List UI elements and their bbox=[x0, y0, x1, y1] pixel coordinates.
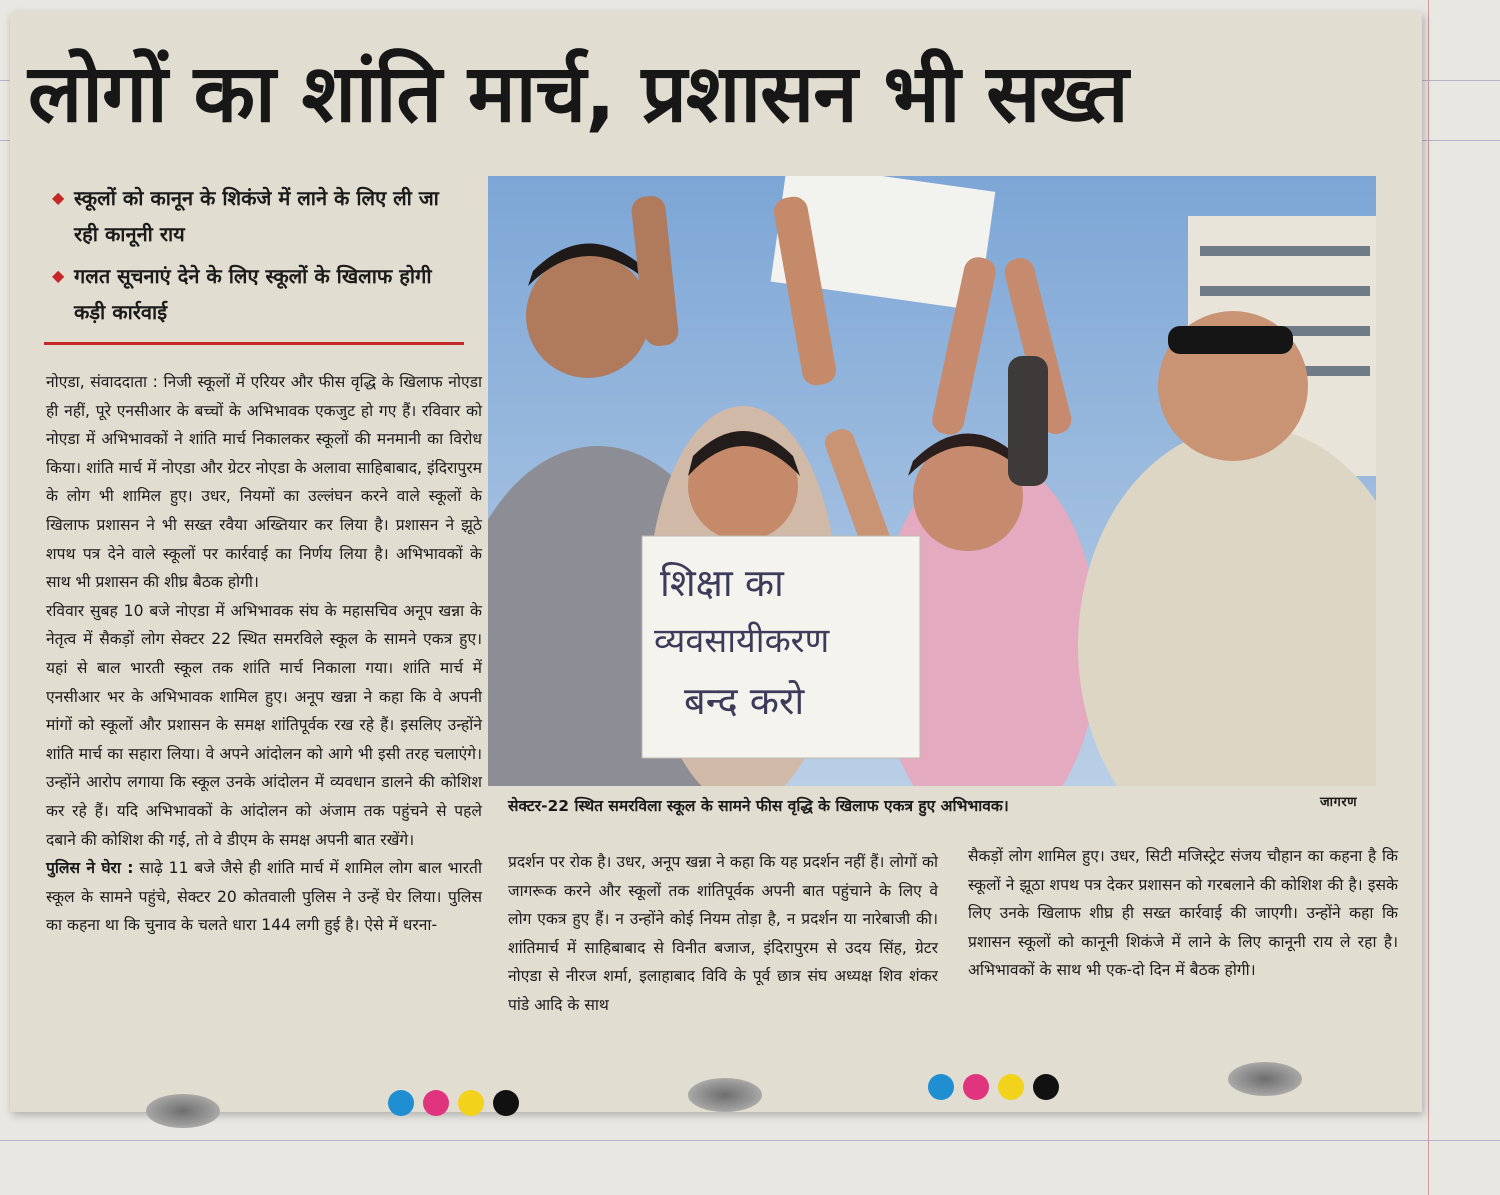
article-column-1 bbox=[46, 368, 482, 940]
registration-dots bbox=[388, 1090, 519, 1116]
highlight-bullets bbox=[48, 180, 458, 336]
paragraph: प्रदर्शन पर रोक है। उधर, अनूप खन्ना ने कहा कि यह प्रदर्शन नहीं हैं। लोगों को जागरूक करने और स्कूलों तक शांतिपूर्वक अपनी बात पहुंचाने के लिए वे लोग एकत्र हुए हैं। न उन्होंने कोई नियम तोड़ा है, न प्रदर्शन या नारेबाजी की। शांतिमार्च में साहिबाबाद से विनीत बजाज, इंदिरापुरम से उदय सिंह, ग्रेटर नोएडा से नीरज शर्मा, इलाहाबाद विवि के पूर्व छात्र संघ अध्यक्ष शिव शंकर पांडे आदि के साथ bbox=[508, 853, 938, 1014]
bullet-text: गलत सूचनाएं देने के लिए स्कूलों के खिलाफ होगी कड़ी कार्रवाई bbox=[74, 264, 432, 324]
photo-caption: सेक्टर-22 स्थित समरविला स्कूल के सामने फीस वृद्धि के खिलाफ एकत्र हुए अभिभावक। bbox=[508, 797, 1009, 815]
sunglasses bbox=[1168, 326, 1293, 354]
paragraph bbox=[46, 854, 482, 940]
diamond-bullet-icon: ◆ bbox=[52, 266, 65, 285]
article-column-3 bbox=[968, 842, 1398, 985]
paragraph: नोएडा, संवाददाता : निजी स्कूलों में एरियर और फीस वृद्धि के खिलाफ नोएडा ही नहीं, पूरे एनसीआर के बच्चों के अभिभावक एकजुट हो गए हैं। रविवार को नोएडा में अभिभावकों ने शांति मार्च निकालकर स्कूलों की मनमानी का विरोध किया। शांति मार्च में नोएडा और ग्रेटर नोएडा के अलावा साहिबाबाद, इंदिरापुरम के लोग भी शामिल हुए। उधर, नियमों का उल्लंघन करने वाले स्कूलों के खिलाफ प्रशासन ने भी सख्त रवैया अख्तियार कर लिया है। प्रशासन ने झूठे शपथ पत्र देने वाले स्कूलों पर कार्रवाई का निर्णय लिया है। अभिभावकों के साथ भी प्रशासन की शीघ्र बैठक होगी। bbox=[46, 373, 482, 592]
cyan-dot bbox=[388, 1090, 414, 1116]
ruled-line bbox=[0, 1140, 1500, 1141]
cyan-dot bbox=[928, 1074, 954, 1100]
placard-line: शिक्षा का bbox=[660, 561, 784, 605]
paragraph: सैकड़ों लोग शामिल हुए। उधर, सिटी मजिस्ट्रेट संजय चौहान का कहना है कि स्कूलों ने झूठा शपथ पत्र देकर प्रशासन को गरबलाने की कोशिश की है। इसके लिए उनके खिलाफ शीघ्र ही सख्त कार्रवाई की जाएगी। उन्होंने कहा कि प्रशासन स्कूलों को कानूनी शिकंजे में लाने के लिए कानूनी राय ले रहा है। अभिभावकों के साथ भी एक-दो दिन में बैठक होगी। bbox=[968, 847, 1398, 980]
black-dot bbox=[1033, 1074, 1059, 1100]
yellow-dot bbox=[458, 1090, 484, 1116]
subhead: पुलिस ने घेरा : bbox=[46, 859, 134, 878]
print-mark-oval bbox=[1228, 1062, 1302, 1096]
protest-photo-illustration bbox=[488, 176, 1376, 786]
bullet-text: स्कूलों को कानून के शिकंजे में लाने के लिए ली जा रही कानूनी राय bbox=[74, 186, 439, 246]
black-dot bbox=[493, 1090, 519, 1116]
red-divider bbox=[44, 342, 464, 345]
placard-line: व्यवसायीकरण bbox=[654, 621, 830, 661]
margin-line bbox=[1428, 0, 1429, 1195]
news-photo bbox=[488, 176, 1376, 786]
print-mark-oval bbox=[688, 1078, 762, 1112]
print-mark-oval bbox=[146, 1094, 220, 1128]
yellow-dot bbox=[998, 1074, 1024, 1100]
article-column-2 bbox=[508, 848, 938, 1020]
bullet-item bbox=[48, 258, 458, 330]
magenta-dot bbox=[963, 1074, 989, 1100]
paragraph: रविवार सुबह 10 बजे नोएडा में अभिभावक संघ के महासचिव अनूप खन्ना के नेतृत्व में सैकड़ों लोग सेक्टर 22 स्थित समरविले स्कूल के सामने एकत्र हुए। यहां से बाल भारती स्कूल तक शांति मार्च निकाला गया। शांति मार्च में एनसीआर भर के अभिभावक शामिल हुए। अनूप खन्ना ने कहा कि वे अपनी मांगों को स्कूलों और प्रशासन के समक्ष शांतिपूर्वक रख रहे हैं। इसलिए उन्होंने शांति मार्च का सहारा लिया। वे अपने आंदोलन को आगे भी इसी तरह चलाएंगे। उन्होंने आरोप लगाया कि स्कूल उनके आंदोलन में व्यवधान डालने की कोशिश कर रहे हैं। यदि अभिभावकों के आंदोलन को अंजाम तक पहुंचने से पहले दबाने की कोशिश की गई, तो वे डीएम के समक्ष अपनी बात रखेंगे। bbox=[46, 601, 482, 849]
headline: लोगों का शांति मार्च, प्रशासन भी सख्त bbox=[28, 47, 1128, 140]
registration-dots bbox=[928, 1074, 1059, 1100]
placard-line: बन्द करो bbox=[684, 679, 805, 723]
paragraph-text: साढ़े 11 बजे जैसे ही शांति मार्च में शामिल लोग बाल भारती स्कूल के सामने पहुंचे, सेक्टर 20 कोतवाली पुलिस ने उन्हें घेर लिया। पुलिस का कहना था कि चुनाव के चलते धारा 144 लगी हुई है। ऐसे में धरना- bbox=[46, 859, 482, 935]
bullet-item bbox=[48, 180, 458, 252]
magenta-dot bbox=[423, 1090, 449, 1116]
photo-credit: जागरण bbox=[1320, 795, 1358, 810]
diamond-bullet-icon: ◆ bbox=[52, 188, 65, 207]
